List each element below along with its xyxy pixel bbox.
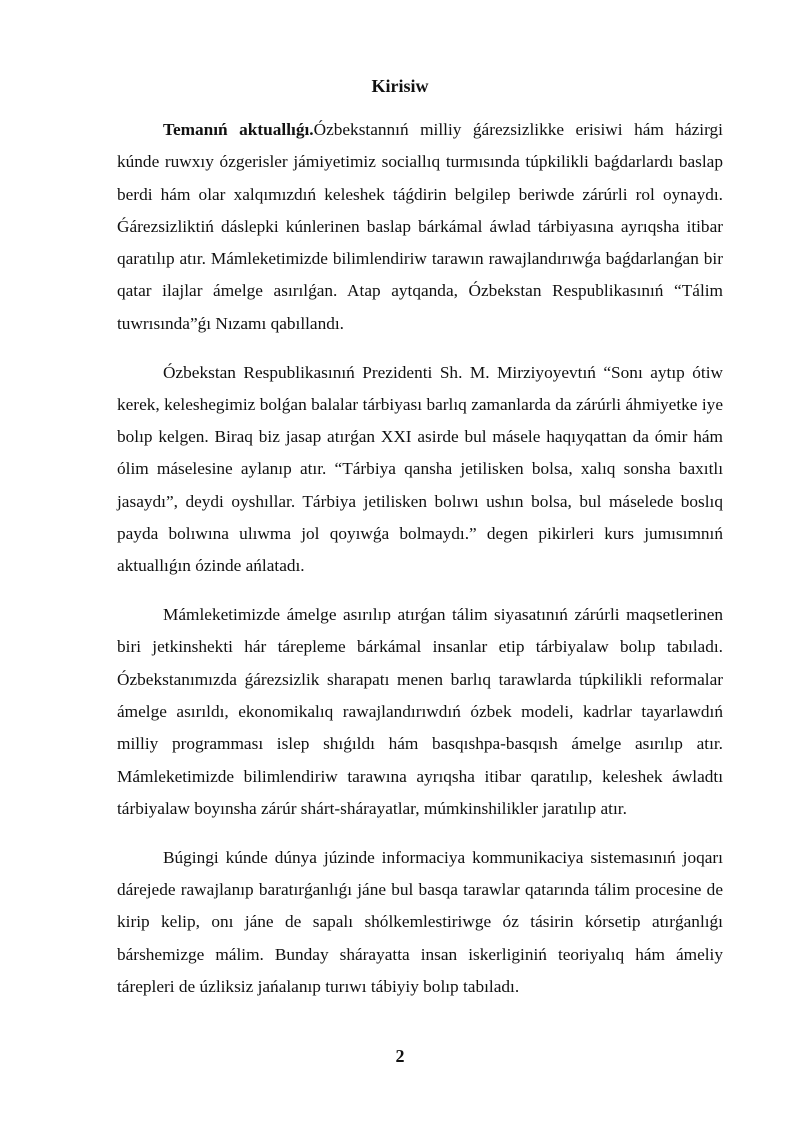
paragraph-4 (117, 842, 723, 1003)
body-text (117, 114, 723, 1003)
paragraph-text: Ózbekstan Respublikasınıń Prezidenti Sh. M. Mirziyoyevtıń “Sonı aytıp ótiw kerek, keleshegimiz bolǵan balalar tárbiyası barlıq zamanlarda da zárúrli áhmiyetke iye bolıp kelgen. Biraq biz jasap atırǵan XXI asirde bul másele haqıyqattan da ómir hám ólim máselesine aylanıp atır. “Tárbiya qansha jetilisken bolsa, xalıq sonsha baxıtlı jasaydı”, deydi oyshıllar. Tárbiya jetilisken bolıwı ushın bolsa, bul máselede boslıq payda bolıwına ulıwma jol qoyıwǵa bolmaydı.” degen pikirleri kurs jumısımnıń aktuallıǵın ózinde ańlatadı. (117, 362, 723, 576)
paragraph-text: Ózbekstannıń milliy ǵárezsizlikke erisiwi hám házirgi kúnde ruwxıy ózgerisler jámiyetimiz sociallıq turmısında túpkilikli baǵdarlardı baslap berdi hám olar xalqımızdıń keleshek táǵdirin belgilep beriwde zárúrli rol oynaydı. Ǵárezsizliktiń dáslepki kúnlerinen baslap bárkámal áwlad tárbiyasına ayrıqsha itibar qaratılıp atır. Mámleketimizde bilimlendiriw tarawın rawajlandırıwǵa baǵdarlanǵan bir qatar ilajlar ámelge asırılǵan. Atap aytqanda, Ózbekstan Respublikasınıń “Tálim tuwrısında”ǵı Nızamı qabıllandı. (117, 120, 723, 333)
paragraph-3 (117, 599, 723, 825)
paragraph-text: Mámleketimizde ámelge asırılıp atırǵan tálim siyasatınıń zárúrli maqsetlerinen biri jetkinshekti hár tárepleme bárkámal insanlar etip tárbiyalaw bolıp tabıladı. Ózbekstanımızda ǵárezsizlik sharapatı menen barlıq tarawlarda túpkilikli reformalar ámelge asırıldı, ekonomikalıq rawajlandırıwdıń ózbek modeli, kadrlar tayarlawdıń milliy programması islep shıǵıldı hám basqıshpa-basqısh ámelge asırılıp atır. Mámleketimizde bilimlendiriw tarawına ayrıqsha itibar qaratılıp, keleshek áwladtı tárbiyalaw boyınsha zárúr shárt-shárayatlar, múmkinshilikler jaratılıp atır. (117, 605, 723, 818)
page-number: 2 (395, 1046, 405, 1066)
paragraph-2 (117, 357, 723, 583)
paragraph-lead: Temanıń aktuallıǵı. (163, 120, 314, 139)
paragraph-1 (117, 114, 723, 340)
section-title: Kirisiw (371, 76, 429, 96)
paragraph-text: Búgingi kúnde dúnya júzinde informaciya kommunikaciya sistemasınıń joqarı dárejede rawajlanıp baratırǵanlıǵı jáne bul basqa tarawlar qatarında tálim procesine de kirip kelip, onı jáne de sapalı shólkemlestiriwge óz tásirin kórsetip atırǵanlıǵı bárshemizge málim. Bunday shárayatta insan iskerliginiń teoriyalıq hám ámeliy tárepleri de úzliksiz jańalanıp turıwı tábiyiy bolıp tabıladı. (117, 847, 723, 996)
